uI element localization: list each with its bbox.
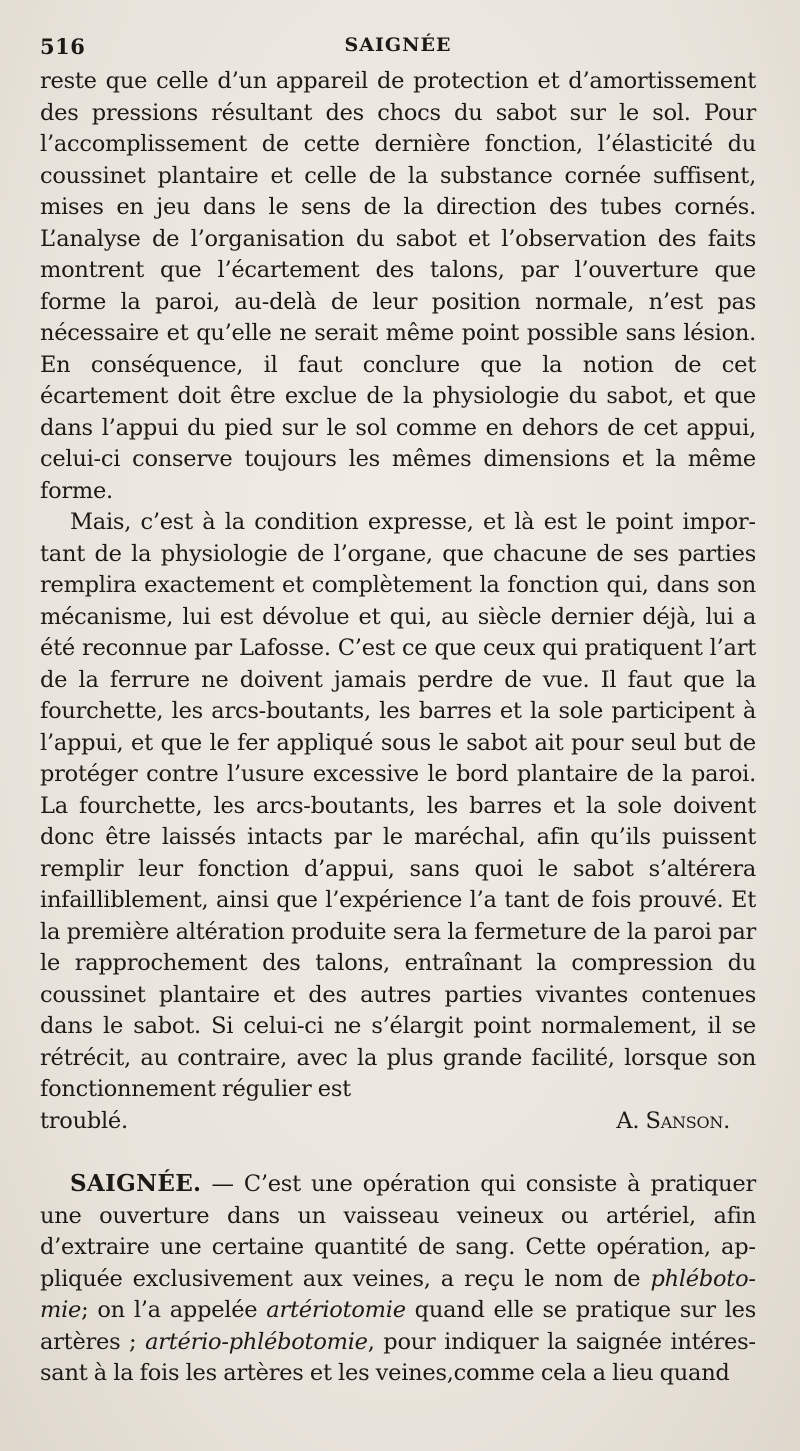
running-head bbox=[40, 28, 756, 66]
signature-line bbox=[40, 1106, 756, 1138]
entry-headword: SAIGNÉE. bbox=[70, 1170, 202, 1197]
paragraph-physiology: Mais, c’est à la condition expresse, et là est le point important de la physiologie de l’organe, que chacune de ses parties remplira exactement et complètement la fonction qui, dans son mécanisme, lui est dévolue et qui, au siècle dernier déjà, lui a été reconnue par Lafosse. C’est ce que ceux qui pratiquent l’art de la ferrure ne doivent jamais perdre de vue. Il faut que la fourchette, les arcs-boutants, les barres et la sole participent à l’appui, et que le fer appliqué sous le sabot ait pour seul but de protéger contre l’usure excessive le bord plantaire de la paroi. La fourchette, les arcs-boutants, les barres et la sole doivent donc être laissés intacts par le maréchal, afin qu’ils puissent remplir leur fonction d’appui, sans quoi le sabot s’altérera infailliblement, ainsi que l’expérience l’a tant de fois prouvé. Et la première altération produite sera la fermeture de la paroi par le rapprochement des talons, entraînant la compression du coussinet plantaire et des autres parties vivantes contenues dans le sabot. Si celui-ci ne s’élargit point normalement, il se rétrécit, au contraire, avec la plus grande facilité, lorsque son fonctionnement régulier est bbox=[40, 509, 756, 1102]
section-gap bbox=[40, 1137, 756, 1168]
entry-saignee bbox=[40, 1168, 756, 1390]
paragraph-continued: reste que celle d’un appareil de protection et d’amortissement des pressions résultant des chocs du sabot sur le sol. Pour l’accomplissement de cette dernière fonction, l’élasticité du coussinet plantaire et celle de la substance cornée suffisent, mises en jeu dans le sens de la direction des tubes cornés. L’analyse de l’organisation du sabot et l’observation des faits montrent que l’écartement des talons, par l’ouverture que forme la paroi, au-delà de leur position normale, n’est pas nécessaire et qu’elle ne serait même point possible sans lésion. En conséquence, il faut conclure que la notion de cet écartement doit être exclue de la physiologie du sabot, et que dans l’appui du pied sur le sol comme en dehors de cet appui, celui-ci conserve toujours les mêmes dimensions et la même forme. bbox=[40, 68, 756, 504]
entry-text-1: — C’est une opération qui consiste à pratiquer une ouverture dans un vaisseau veineux ou artériel, afin d’extraire une certaine quantité de sang. Cette opération, appliquée exclusivement aux veines, a reçu le nom de bbox=[40, 1171, 756, 1292]
author-signature: A. Sanson. bbox=[616, 1107, 730, 1134]
entry-text-3: quand elle se pratique sur les artères ; bbox=[40, 1297, 756, 1355]
body-text bbox=[40, 66, 756, 1390]
entry-text-2: ; on l’a appelée bbox=[81, 1297, 267, 1323]
term-phlebotomie: phlébotomie bbox=[40, 1265, 756, 1323]
running-title: SAIGNÉE bbox=[344, 34, 452, 56]
term-arteriotomie: artériotomie bbox=[266, 1297, 406, 1323]
entry-text-4: , pour indiquer la saignée intéressant à la fois les artères et les veines,comme cela a lieu quand bbox=[40, 1328, 756, 1386]
page-number: 516 bbox=[40, 34, 86, 59]
closing-word: troublé. bbox=[40, 1107, 128, 1134]
term-arterio-phlebotomie: artério-phlébotomie bbox=[145, 1328, 368, 1355]
